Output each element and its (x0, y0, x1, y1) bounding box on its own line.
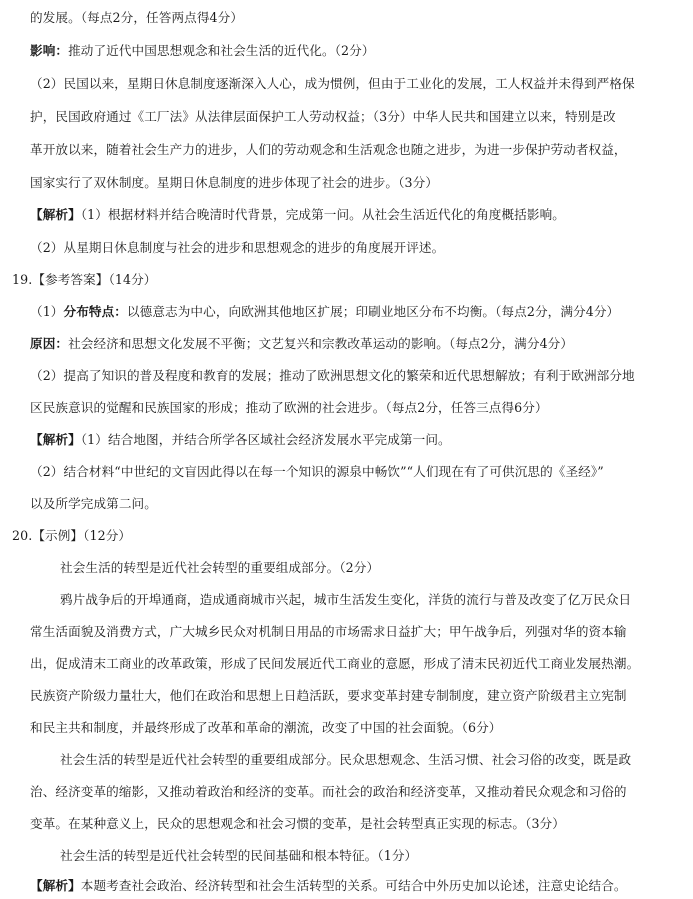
text-line: 社会生活的转型是近代社会转型的重要组成部分。民众思想观念、生活习惯、社会习俗的改变，既是政 (60, 752, 632, 767)
text-line: 原因：社会经济和思想文化发展不平衡；文艺复兴和宗教改革运动的影响。（每点2分，满分4分） (30, 336, 574, 351)
text-line: 常生活面貌及消费方式，广大城乡民众对机制日用品的市场需求日益扩大；甲午战争后，列强对华的资本输 (30, 624, 627, 639)
text-line: 社会生活的转型是近代社会转型的重要组成部分。（2分） (60, 560, 380, 575)
text-line: （2）民国以来，星期日休息制度逐渐深入人心，成为惯例，但由于工业化的发展，工人权益并未得到严格保 (30, 76, 635, 91)
text-line: 和民主共和制度，并最终形成了改革和革命的潮流，改变了中国的社会面貌。（6分） (30, 720, 502, 735)
text-line: 影响：推动了近代中国思想观念和社会生活的近代化。（2分） (30, 43, 375, 58)
text-line: 以及所学完成第二问。 (30, 496, 157, 511)
text-line: （1）分布特点：以德意志为中心，向欧洲其他地区扩展；印刷业地区分布不均衡。（每点2分，满分4分） (30, 304, 620, 319)
question-heading: 20.【示例】（12分） (12, 528, 132, 543)
text-line: 的发展。（每点2分，任答两点得4分） (30, 10, 244, 25)
text-line: 出，促成清末工商业的改革政策，形成了民间发展近代工商业的意愿，形成了清末民初近代工商业发展热潮。 (30, 656, 640, 671)
text-line: 【解析】本题考查社会政治、经济转型和社会生活转型的关系。可结合中外历史加以论述，注意史论结合。 (30, 878, 627, 893)
text-line: （2）提高了知识的普及程度和教育的发展；推动了欧洲思想文化的繁荣和近代思想解放；有利于欧洲部分地 (30, 368, 635, 383)
text-line: 治、经济变革的缩影，又推动着政治和经济的变革。而社会的政治和经济变革，又推动着民众观念和习俗的 (30, 784, 627, 799)
text-line: 革开放以来，随着社会生产力的进步，人们的劳动观念和生活观念也随之进步，为进一步保护劳动者权益， (30, 142, 627, 157)
text-line: 变革。在某种意义上，民众的思想观念和社会习惯的变革，是社会转型真正实现的标志。（3分） (30, 816, 565, 831)
text-line: 护，民国政府通过《工厂法》从法律层面保护工人劳动权益；（3分）中华人民共和国建立以来，特别是改 (30, 109, 616, 124)
text-line: （2）结合材料“中世纪的文盲因此得以在每一个知识的源泉中畅饮”“人们现在有了可供沉思的《圣经》” (30, 464, 604, 479)
text-line: 鸦片战争后的开埠通商，造成通商城市兴起，城市生活发生变化，洋货的流行与普及改变了亿万民众日 (60, 592, 632, 607)
question-heading: 19.【参考答案】（14分） (12, 272, 157, 287)
text-line: 【解析】（1）结合地图，并结合所学各区域社会经济发展水平完成第一问。 (30, 432, 451, 447)
text-line: 国家实行了双休制度。星期日休息制度的进步体现了社会的进步。（3分） (30, 175, 439, 190)
text-line: 【解析】（1）根据材料并结合晚清时代背景，完成第一问。从社会生活近代化的角度概括影响。 (30, 207, 565, 222)
text-line: 区民族意识的觉醒和民族国家的形成；推动了欧洲的社会进步。（每点2分，任答三点得6分） (30, 400, 548, 415)
text-line: （2）从星期日休息制度与社会的进步和思想观念的进步的角度展开评述。 (30, 240, 445, 255)
text-line: 民族资产阶级力量壮大，他们在政治和思想上日趋活跃，要求变革封建专制制度，建立资产阶级君主立宪制 (30, 688, 627, 703)
text-line: 社会生活的转型是近代社会转型的民间基础和根本特征。（1分） (60, 848, 418, 863)
